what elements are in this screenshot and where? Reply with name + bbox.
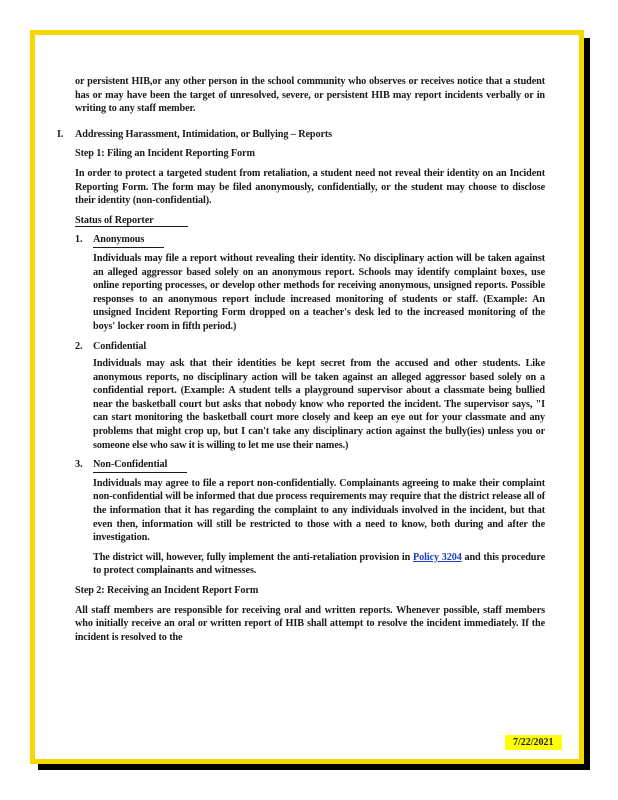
section-heading	[57, 128, 545, 142]
anti-retaliation-text: The district will, however, fully implement the anti-retaliation provision in	[93, 551, 411, 563]
list-item-anonymous	[75, 233, 545, 248]
list-body	[93, 477, 545, 578]
section-number: I.	[57, 128, 64, 140]
confidential-paragraph: Individuals may ask that their identities be kept secret from the accused and other students. Like anonymous reports, no disciplinary action will be taken against an alleged aggressor based solely on a confidential report. (Example: A student tells a playground supervisor about a classmate being bullied near the basketball court but asks that nobody know who reported the incident. The supervisor says, "I can start monitoring the basketball court more closely and keep an eye out for your classmate and any problems that might crop up, but I can't take any disciplinary action against the bully(ies) unless you or someone else who saw it is willing to let me use their names.)	[93, 358, 545, 451]
list-number: 1.	[75, 234, 83, 246]
anti-retaliation-text-end: and this procedure to protect complainants and witnesses.	[93, 551, 546, 577]
anonymous-paragraph: Individuals may file a report without revealing their identity. No disciplinary action will be taken against an alleged aggressor based solely on an anonymous report. Schools may identify complaint boxes, use online reporting processes, or develop other methods for receiving anonymous, unsigned reports. Possible responses to an anonymous report include increased monitoring of students or staff. (Example: An unsigned Incident Reporting Form dropped on a teacher's desk led to the increased monitoring of the boys' locker room in fifth period.)	[93, 252, 545, 332]
step2-heading: Step 2: Receiving an Incident Report Form	[75, 585, 259, 596]
non-confidential-paragraph: Individuals may agree to file a report non-confidentially. Complainants agreeing to make their complaint non-confidential will be informed that due process requirements may require that the district release all of the information that it has regarding the complaint to any individuals involved in the incident, but that even then, information will still be restricted to those with a need to know, both during and after the investigation.	[93, 477, 545, 544]
list-label: Non-Confidential	[93, 458, 187, 473]
anti-retaliation-paragraph	[93, 551, 545, 578]
date-stamp: 7/22/2021	[505, 735, 562, 750]
list-body	[93, 357, 545, 452]
section-title: Addressing Harassment, Intimidation, or Bullying – Reports	[75, 128, 333, 140]
status-label: Status of Reporter	[75, 215, 188, 227]
step1-heading: Step 1: Filing an Incident Reporting Form	[75, 148, 255, 160]
list-item-confidential	[75, 340, 545, 354]
document-page	[30, 30, 584, 764]
list-number: 2.	[75, 340, 83, 352]
list-label: Confidential	[93, 340, 147, 352]
intro-paragraph: or persistent HIB,or any other person in the school community who observes or receives notice that a student has or may have been the target of unresolved, severe, or persistent HIB may report incidents verbally or in writing to any staff member.	[75, 76, 545, 115]
list-body	[93, 252, 545, 334]
status-of-reporter	[75, 214, 545, 228]
document-body	[57, 75, 546, 650]
list-item-non-confidential	[75, 458, 545, 473]
list-number: 3.	[75, 459, 83, 471]
policy-link[interactable]: Policy 3204	[412, 551, 462, 563]
list-label: Anonymous	[93, 233, 164, 248]
step2-paragraph: All staff members are responsible for receiving oral and written reports. Whenever possible, staff members who initially receive an oral or written report of HIB shall attempt to resolve the incident immediately. If the incident is resolved to the	[75, 604, 545, 643]
step1-paragraph: In order to protect a targeted student from retaliation, a student need not reveal their identity on an Incident Reporting Form. The form may be filed anonymously, confidentially, or the student may choose to disclose their identity (non-confidential).	[75, 167, 545, 207]
